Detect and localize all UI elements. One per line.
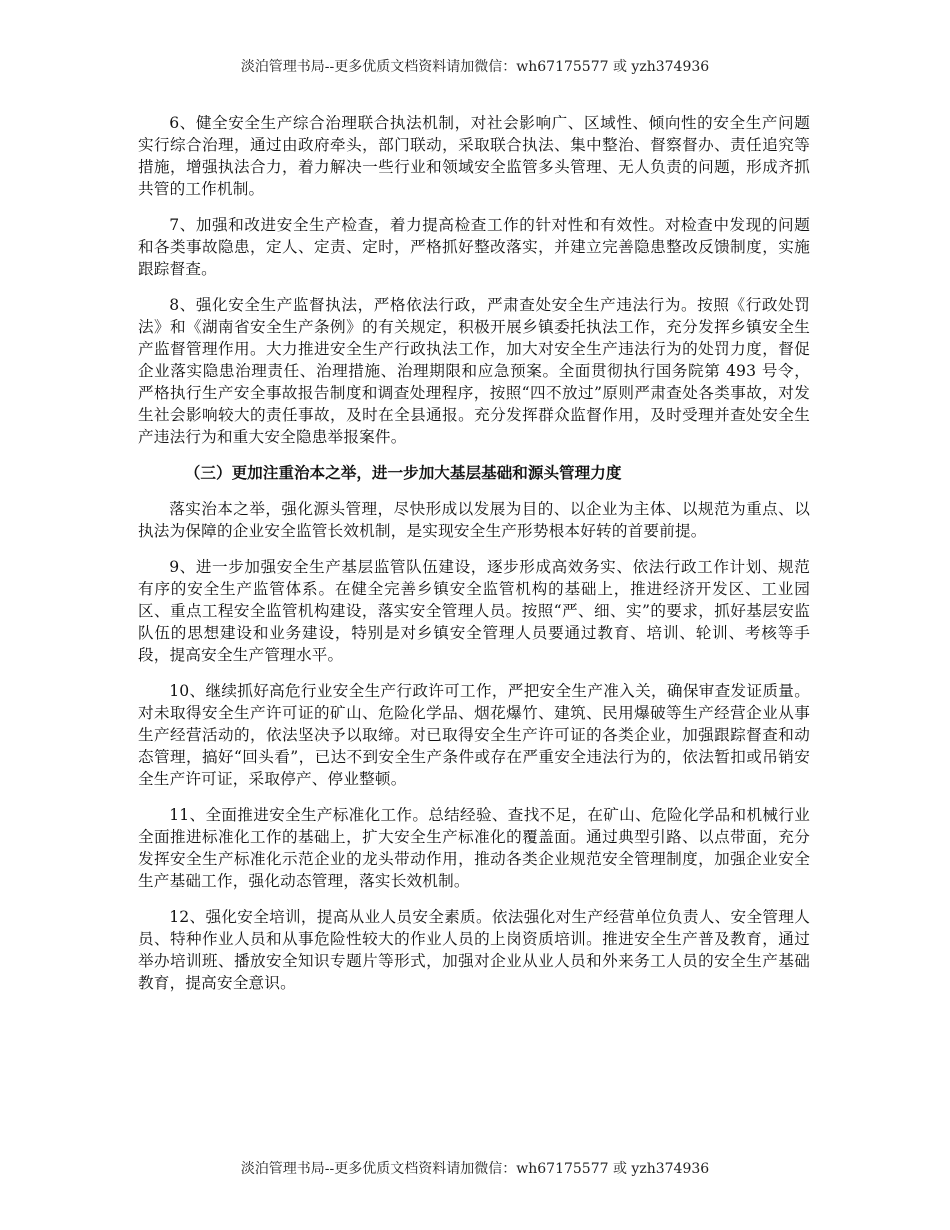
paragraph-8: 8、强化安全生产监督执法，严格依法行政，严肃查处安全生产违法行为。按照《行政处罚法》和《湖南省安全生产条例》的有关规定，积极开展乡镇委托执法工作，充分发挥乡镇安全生产监督管理作用。大力推进安全生产行政执法工作，加大对安全生产违法行为的处罚力度，督促企业落实隐患治理责任、治理措施、治理期限和应急预案。全面贯彻执行国务院第 493 号令，严格执行生产安全事故报告制度和调查处理程序，按照“四不放过”原则严肃查处各类事故，对发生社会影响较大的责任事故，及时在全县通报。充分发挥群众监督作用，及时受理并查处安全生产违法行为和重大安全隐患举报案件。	[138, 296, 810, 446]
section-intro: 落实治本之举，强化源头管理，尽快形成以发展为目的、以企业为主体、以规范为重点、以执法为保障的企业安全监管长效机制，是实现安全生产形势根本好转的首要前提。	[138, 500, 810, 540]
paragraph-6: 6、健全安全生产综合治理联合执法机制，对社会影响广、区域性、倾向性的安全生产问题实行综合治理，通过由政府牵头，部门联动，采取联合执法、集中整治、督察督办、责任追究等措施，增强执法合力，着力解决一些行业和领域安全监管多头管理、无人负责的问题，形成齐抓共管的工作机制。	[138, 114, 810, 198]
paragraph-10: 10、继续抓好高危行业安全生产行政许可工作，严把安全生产准入关，确保审查发证质量。对未取得安全生产许可证的矿山、危险化学品、烟花爆竹、建筑、民用爆破等生产经营企业从事生产经营活动的，依法坚决予以取缔。对已取得安全生产许可证的各类企业，加强跟踪督查和动态管理，搞好“回头看”，已达不到安全生产条件或存在严重安全违法行为的，依法暂扣或吊销安全生产许可证，采取停产、停业整顿。	[138, 682, 810, 788]
paragraph-12: 12、强化安全培训，提高从业人员安全素质。依法强化对生产经营单位负责人、安全管理人员、特种作业人员和从事危险性较大的作业人员的上岗资质培训。推进安全生产普及教育，通过举办培训班、播放安全知识专题片等形式，加强对企业从业人员和外来务工人员的安全生产基础教育，提高安全意识。	[138, 908, 810, 992]
paragraph-9: 9、进一步加强安全生产基层监管队伍建设，逐步形成高效务实、依法行政工作计划、规范有序的安全生产监管体系。在健全完善乡镇安全监管机构的基础上，推进经济开发区、工业园区、重点工程安全监管机构建设，落实安全管理人员。按照“严、细、实”的要求，抓好基层安监队伍的思想建设和业务建设，特别是对乡镇安全管理人员要通过教育、培训、轮训、考核等手段，提高安全生产管理水平。	[138, 558, 810, 664]
document-body	[138, 112, 810, 1008]
paragraph-7: 7、加强和改进安全生产检查，着力提高检查工作的针对性和有效性。对检查中发现的问题和各类事故隐患，定人、定责、定时，严格抓好整改落实，并建立完善隐患整改反馈制度，实施跟踪督查。	[138, 216, 810, 278]
section-heading-3: （三）更加注重治本之举，进一步加大基层基础和源头管理力度	[184, 463, 622, 482]
page-header: 淡泊管理书局--更多优质文档资料请加微信：wh67175577 或 yzh374936	[240, 59, 710, 75]
page-footer: 淡泊管理书局--更多优质文档资料请加微信：wh67175577 或 yzh374936	[240, 1161, 710, 1177]
paragraph-11: 11、全面推进安全生产标准化工作。总结经验、查找不足，在矿山、危险化学品和机械行业全面推进标准化工作的基础上，扩大安全生产标准化的覆盖面。通过典型引路、以点带面，充分发挥安全生产标准化示范企业的龙头带动作用，推动各类企业规范安全管理制度，加强企业安全生产基础工作，强化动态管理，落实长效机制。	[138, 806, 810, 890]
